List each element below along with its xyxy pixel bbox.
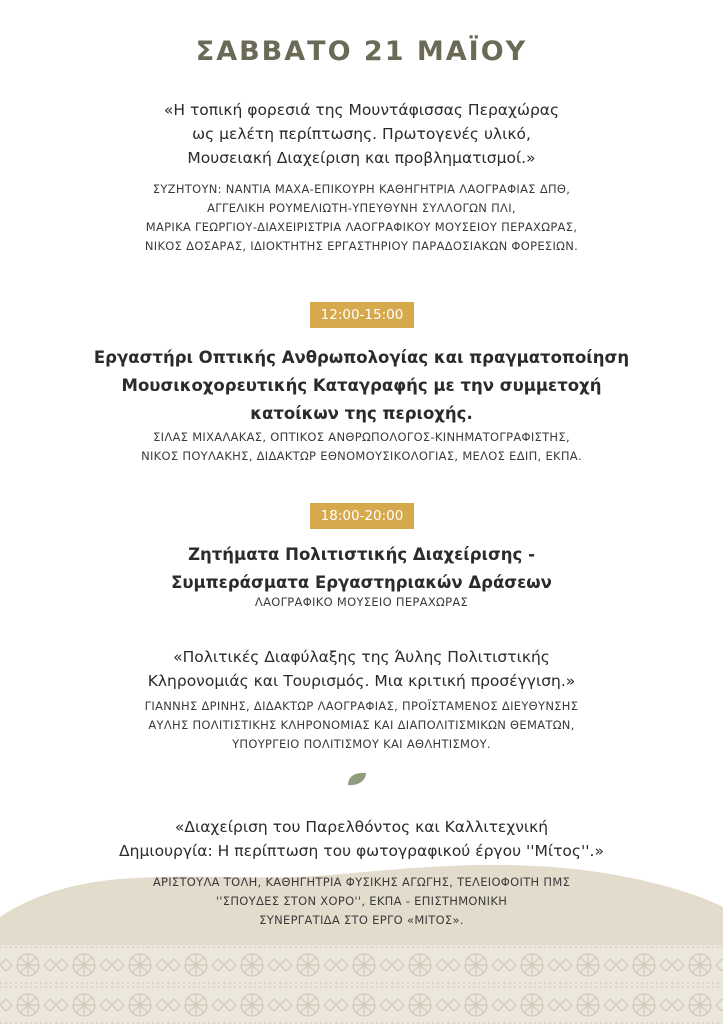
leaf-divider-icon — [346, 771, 368, 787]
session5-title-line: «Διαχείριση του Παρελθόντος και Καλλιτεχνική — [174, 818, 549, 836]
session4-title-line: Κληρονομιάς και Τουρισμός. Μια κριτική προσέγγιση.» — [147, 672, 576, 690]
session2-speaker-line: ΣΙΛΑΣ ΜΙΧΑΛΑΚΑΣ, ΟΠΤΙΚΟΣ ΑΝΘΡΩΠΟΛΟΓΟΣ-ΚΙΝΗΜΑΤΟΓΡΑΦΙΣΤΗΣ, — [153, 430, 570, 444]
session1-title-line: «Η τοπική φορεσιά της Μουντάφισσας Περαχώρας — [163, 101, 560, 119]
session5-title — [0, 815, 723, 863]
session3-time-badge: 18:00-20:00 — [310, 503, 414, 529]
session3-title — [0, 541, 723, 597]
embroidery-pattern-decoration — [0, 945, 723, 1024]
session2-title-line: κατοίκων της περιοχής. — [250, 404, 473, 423]
session1-speakers — [0, 180, 723, 256]
session2-title-line: Μουσικοχορευτικής Καταγραφής με την συμμετοχή — [121, 376, 602, 395]
session3-speakers — [0, 593, 723, 612]
session1-speaker-line: ΣΥΖΗΤΟΥΝ: ΝΑΝΤΙΑ ΜΑΧΑ-ΕΠΙΚΟΥΡΗ ΚΑΘΗΓΗΤΡΙΑ ΛΑΟΓΡΑΦΙΑΣ ΔΠΘ, — [152, 182, 571, 196]
session4-speakers — [0, 697, 723, 754]
session5-speaker-line: ΣΥΝΕΡΓΑΤΙΔΑ ΣΤΟ ΕΡΓΟ «ΜΙΤΟΣ». — [259, 913, 464, 927]
session1-title-line: Μουσειακή Διαχείριση και προβληματισμοί.» — [187, 149, 536, 167]
session2-title-line: Εργαστήρι Οπτικής Ανθρωπολογίας και πραγματοποίηση — [93, 348, 630, 367]
session4-speaker-line: ΓΙΑΝΝΗΣ ΔΡΙΝΗΣ, ΔΙΔΑΚΤΩΡ ΛΑΟΓΡΑΦΙΑΣ, ΠΡΟΪΣΤΑΜΕΝΟΣ ΔΙΕΥΘΥΝΣΗΣ — [144, 699, 579, 713]
session2-time-badge: 12:00-15:00 — [310, 302, 414, 328]
session5-speaker-line: ΑΡΙΣΤΟΥΛΑ ΤΟΛΗ, ΚΑΘΗΓΗΤΡΙΑ ΦΥΣΙΚΗΣ ΑΓΩΓΗΣ, ΤΕΛΕΙΟΦΟΙΤΗ ΠΜΣ — [152, 875, 571, 889]
session5-title-line: Δημιουργία: Η περίπτωση του φωτογραφικού έργου ''Μίτος''.» — [119, 842, 604, 860]
session1-speaker-line: ΑΓΓΕΛΙΚΗ ΡΟΥΜΕΛΙΩΤΗ-ΥΠΕΥΘΥΝΗ ΣΥΛΛΟΓΩΝ ΠΛΙ, — [207, 201, 516, 215]
session1-title — [0, 98, 723, 170]
session5-speaker-line: ''ΣΠΟΥΔΕΣ ΣΤΟΝ ΧΟΡΟ'', ΕΚΠΑ - ΕΠΙΣΤΗΜΟΝΙΚΗ — [215, 894, 508, 908]
session1-title-line: ως μελέτη περίπτωσης. Πρωτογενές υλικό, — [192, 125, 531, 143]
session3-title-line: Συμπεράσματα Εργαστηριακών Δράσεων — [171, 573, 552, 592]
session4-speaker-line: ΥΠΟΥΡΓΕΙΟ ΠΟΛΙΤΙΣΜΟΥ ΚΑΙ ΑΘΛΗΤΙΣΜΟΥ. — [232, 737, 491, 751]
session3-speaker-line: ΛΑΟΓΡΑΦΙΚΟ ΜΟΥΣΕΙΟ ΠΕΡΑΧΩΡΑΣ — [254, 595, 469, 609]
session4-speaker-line: ΑΥΛΗΣ ΠΟΛΙΤΙΣΤΙΚΗΣ ΚΛΗΡΟΝΟΜΙΑΣ ΚΑΙ ΔΙΑΠΟΛΙΤΙΣΜΙΚΩΝ ΘΕΜΑΤΩΝ, — [148, 718, 575, 732]
session3-title-line: Ζητήματα Πολιτιστικής Διαχείρισης - — [188, 545, 535, 564]
session5-speakers — [0, 873, 723, 930]
session4-title-line: «Πολιτικές Διαφύλαξης της Άυλης Πολιτιστικής — [173, 648, 550, 666]
day-title: ΣΑΒΒΑΤΟ 21 ΜΑΪΟΥ — [195, 36, 528, 67]
session2-title — [0, 344, 723, 428]
session2-speaker-line: ΝΙΚΟΣ ΠΟΥΛΑΚΗΣ, ΔΙΔΑΚΤΩΡ ΕΘΝΟΜΟΥΣΙΚΟΛΟΓΙΑΣ, ΜΕΛΟΣ ΕΔΙΠ, ΕΚΠΑ. — [141, 449, 582, 463]
session4-title — [0, 645, 723, 693]
session1-speaker-line: ΜΑΡΙΚΑ ΓΕΩΡΓΙΟΥ-ΔΙΑΧΕΙΡΙΣΤΡΙΑ ΛΑΟΓΡΑΦΙΚΟΥ ΜΟΥΣΕΙΟΥ ΠΕΡΑΧΩΡΑΣ, — [145, 220, 578, 234]
session1-speaker-line: ΝΙΚΟΣ ΔΟΣΑΡΑΣ, ΙΔΙΟΚΤΗΤΗΣ ΕΡΓΑΣΤΗΡΙΟΥ ΠΑΡΑΔΟΣΙΑΚΩΝ ΦΟΡΕΣΙΩΝ. — [144, 239, 579, 253]
session2-speakers — [0, 428, 723, 466]
